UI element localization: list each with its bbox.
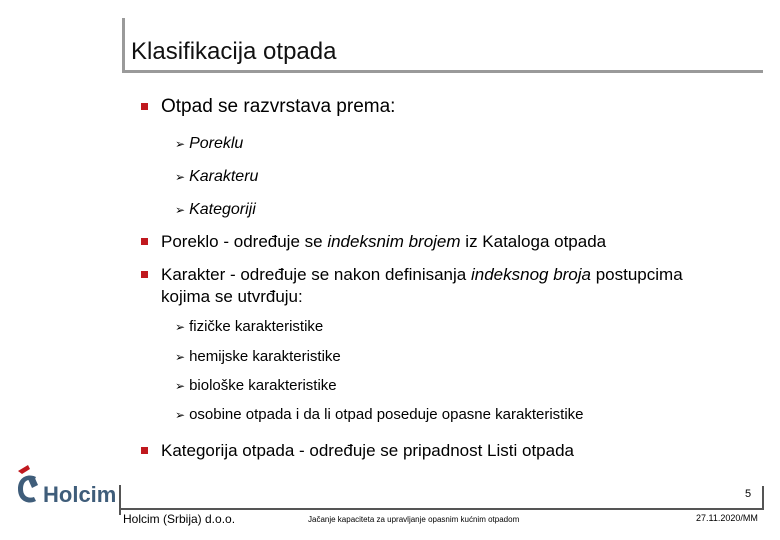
square-bullet-icon [141, 447, 148, 454]
page-number: 5 [745, 488, 752, 500]
bullet-text: Otpad se razvrstava prema: [161, 96, 396, 117]
arrow-bullet-icon: ➢ [175, 203, 186, 217]
footer-rule [119, 508, 764, 510]
bullet-text: Karakter - određuje se nakon definisanja indeksnog broja postupcima [161, 265, 683, 284]
title-underline [122, 70, 763, 73]
sub-item-text: Poreklu [189, 135, 244, 152]
arrow-bullet-icon: ➢ [175, 408, 186, 422]
logo-mark-icon [18, 465, 38, 503]
arrow-bullet-icon: ➢ [175, 170, 186, 184]
sub-item-hemijske [175, 347, 341, 367]
arrow-bullet-icon: ➢ [175, 137, 186, 151]
logo-wordmark: Holcim [43, 482, 117, 507]
footer-left-rule [119, 485, 121, 515]
sub-item-text: osobine otpada i da li otpad poseduje opasne karakteristike [189, 406, 584, 423]
square-bullet-icon [141, 103, 148, 110]
footer-company: Holcim (Srbija) d.o.o. [123, 512, 236, 526]
sub-item-osobine [175, 405, 584, 425]
sub-item-text: biološke karakteristike [189, 377, 337, 394]
slide-title: Klasifikacija otpada [131, 38, 337, 65]
sub-item-text: fizičke karakteristike [189, 318, 324, 335]
bullet-text-line2: kojima se utvrđuju: [161, 287, 303, 306]
sub-item-text: Karakteru [189, 168, 259, 185]
sub-item-bioloske [175, 376, 337, 396]
sub-item-kategoriji [175, 200, 256, 220]
arrow-bullet-icon: ➢ [175, 320, 186, 334]
footer-right-rule [762, 486, 764, 510]
square-bullet-icon [141, 271, 148, 278]
bullet-text: Poreklo - određuje se indeksnim brojem iz Kataloga otpada [161, 232, 607, 251]
sub-item-fizicke [175, 317, 323, 337]
footer-date: 27.11.2020/MM [696, 513, 758, 523]
title-left-rule [122, 18, 125, 72]
sub-item-text: Kategoriji [189, 201, 256, 218]
footer-project: Jačanje kapaciteta za upravljanje opasnim kućnim otpadom [308, 515, 520, 524]
square-bullet-icon [141, 238, 148, 245]
sub-item-karakteru [175, 167, 258, 187]
arrow-bullet-icon: ➢ [175, 379, 186, 393]
bullet-text: Kategorija otpada - određuje se pripadnost Listi otpada [161, 441, 575, 460]
sub-item-poreklu [175, 134, 243, 154]
sub-item-text: hemijske karakteristike [189, 348, 341, 365]
arrow-bullet-icon: ➢ [175, 350, 186, 364]
